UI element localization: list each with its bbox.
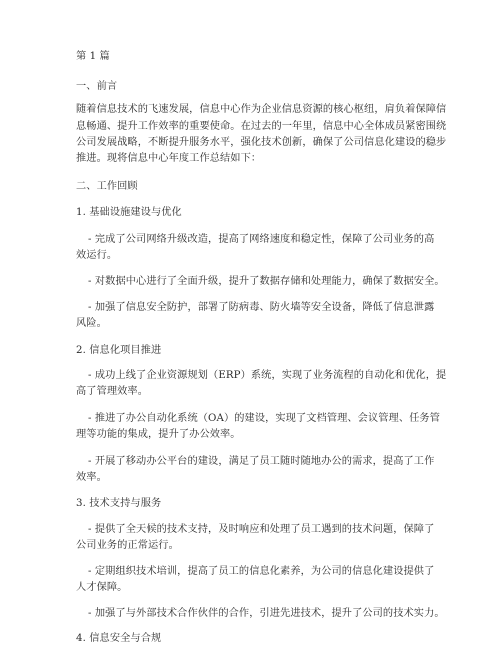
intro-line-2: 息畅通、提升工作效率的重要使命。在过去的一年里，信息中心全体成员紧密围绕 xyxy=(76,121,447,132)
section-2-item-line: - 推进了办公自动化系统（OA）的建设，实现了文档管理、会议管理、任务管 xyxy=(88,413,440,424)
review-heading: 二、工作回顾 xyxy=(76,181,138,192)
intro-line-1: 随着信息技术的飞速发展，信息中心作为企业信息资源的核心枢纽，肩负着保障信 xyxy=(76,104,447,115)
intro-line-3: 公司发展战略，不断提升服务水平，强化技术创新，确保了公司信息化建设的稳步 xyxy=(76,137,447,148)
section-2-item-line: 效率。 xyxy=(76,472,107,483)
section-2-heading: 2. 信息化项目推进 xyxy=(76,345,162,356)
section-1-item-line: - 加强了信息安全防护，部署了防病毒、防火墙等安全设备，降低了信息泄露 xyxy=(88,302,435,313)
intro-line-4: 推进。现将信息中心年度工作总结如下： xyxy=(76,153,262,164)
page-label: 第 1 篇 xyxy=(76,51,110,62)
section-2-item-line: 理等功能的集成，提升了办公效率。 xyxy=(76,429,241,440)
section-3-item-line: 公司业务的正常运行。 xyxy=(76,540,179,551)
section-1-item-line: 效运行。 xyxy=(76,250,118,261)
section-2-item-line: 高了管理效率。 xyxy=(76,386,149,397)
section-1-heading: 1. 基础设施建设与优化 xyxy=(76,207,182,218)
section-3-item-line: - 提供了全天候的技术支持，及时响应和处理了员工遇到的技术问题，保障了 xyxy=(88,524,435,535)
section-3-item-line: 人才保障。 xyxy=(76,582,128,593)
intro-heading: 一、前言 xyxy=(76,81,118,92)
section-3-item-line: - 加强了与外部技术合作伙伴的合作，引进先进技术，提升了公司的技术实力。 xyxy=(88,608,445,619)
section-1-item-line: - 完成了公司网络升级改造，提高了网络速度和稳定性，保障了公司业务的高 xyxy=(88,234,435,245)
section-4-heading: 4. 信息安全与合规 xyxy=(76,633,162,644)
section-1-item-line: 风险。 xyxy=(76,318,107,329)
section-3-heading: 3. 技术支持与服务 xyxy=(76,498,162,509)
section-1-item-line: - 对数据中心进行了全面升级，提升了数据存储和处理能力，确保了数据安全。 xyxy=(88,276,445,287)
section-3-item-line: - 定期组织技术培训，提高了员工的信息化素养，为公司的信息化建设提供了 xyxy=(88,566,435,577)
section-2-item-line: - 开展了移动办公平台的建设，满足了员工随时随地办公的需求，提高了工作 xyxy=(88,456,435,467)
section-2-item-line: - 成功上线了企业资源规划（ERP）系统，实现了业务流程的自动化和优化，提 xyxy=(88,370,447,381)
